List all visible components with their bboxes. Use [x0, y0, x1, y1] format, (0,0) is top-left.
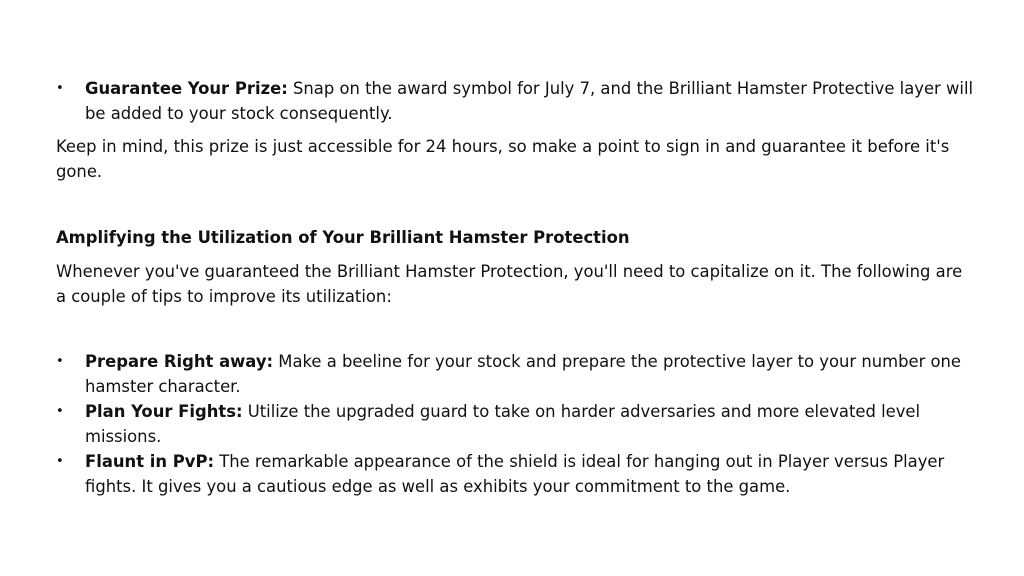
bullet-icon: • — [56, 454, 64, 469]
paragraph-intro — [56, 259, 976, 309]
list-item-title: Flaunt in PvP: — [85, 452, 215, 471]
list-item — [56, 76, 976, 126]
list-item — [56, 349, 976, 399]
second-bullet-list-section — [56, 349, 976, 499]
list-item — [56, 449, 976, 499]
list-item-text: Utilize the upgraded guard to take on harder adversaries and more elevated level missions. — [85, 402, 921, 446]
list-item-title: Plan Your Fights: — [85, 402, 243, 421]
list-item-title: Prepare Right away: — [85, 352, 274, 371]
list-item-text: The remarkable appearance of the shield is ideal for hanging out in Player versus Player fights. It gives you a cautious edge as well as exhibits your commitment to the game. — [85, 452, 945, 496]
first-bullet-list-section — [56, 76, 976, 126]
section-heading-block — [56, 225, 976, 250]
bullet-icon: • — [56, 81, 64, 96]
bullet-icon: • — [56, 354, 64, 369]
list-item-title: Guarantee Your Prize: — [85, 79, 288, 98]
list-item-text: Make a beeline for your stock and prepare the protective layer to your number one hamster character. — [85, 352, 962, 396]
bullet-list-prize — [56, 76, 976, 126]
list-item — [56, 399, 976, 449]
body-paragraph: Whenever you've guaranteed the Brilliant Hamster Protection, you'll need to capitalize on it. The following are a couple of tips to improve its utilization: — [56, 262, 963, 306]
paragraph-reminder — [56, 134, 976, 184]
bullet-list-tips — [56, 349, 976, 499]
list-item-text: Snap on the award symbol for July 7, and the Brilliant Hamster Protective layer will be added to your stock consequently. — [85, 79, 974, 123]
section-heading: Amplifying the Utilization of Your Brilliant Hamster Protection — [56, 228, 630, 247]
bullet-icon: • — [56, 404, 64, 419]
body-paragraph: Keep in mind, this prize is just accessible for 24 hours, so make a point to sign in and guarantee it before it's gone. — [56, 137, 950, 181]
